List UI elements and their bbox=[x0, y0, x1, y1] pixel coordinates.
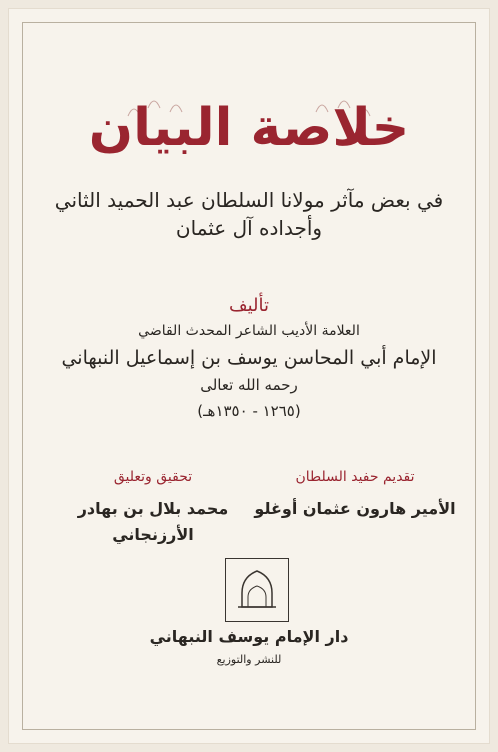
foreword-name: الأمير هارون عثمان أوغلو bbox=[254, 499, 456, 518]
editor-label: تحقيق وتعليق bbox=[113, 469, 193, 485]
author-label: تأليف bbox=[228, 295, 270, 316]
author-name: الإمام أبي المحاسن يوسف بن إسماعيل النبهاني bbox=[61, 347, 437, 369]
editor-credit bbox=[48, 466, 258, 548]
author-dates: (١٢٦٥ - ١٣٥٠هـ) bbox=[197, 402, 301, 420]
author-description: العلامة الأديب الشاعر المحدث القاضي bbox=[138, 323, 360, 339]
book-title: خلاصة البيان bbox=[88, 98, 410, 158]
dome-icon bbox=[226, 559, 288, 621]
book-cover-page bbox=[8, 8, 490, 744]
subtitle-line-2: وأجداده آل عثمان bbox=[175, 216, 323, 240]
author-prayer: رحمه الله تعالى bbox=[200, 376, 298, 394]
publisher-name: دار الإمام يوسف النبهاني bbox=[149, 627, 349, 646]
editor-name: محمد بلال بن بهادر الأرزنجاني bbox=[77, 499, 229, 544]
publisher-tagline: للنشر والتوزيع bbox=[216, 653, 282, 666]
foreword-label: تقديم حفيد السلطان bbox=[295, 469, 415, 485]
publisher-logo bbox=[225, 558, 289, 622]
subtitle-line-1: في بعض مآثر مولانا السلطان عبد الحميد الثاني bbox=[54, 188, 444, 212]
foreword-credit bbox=[250, 466, 460, 522]
book-subtitle bbox=[8, 186, 490, 242]
